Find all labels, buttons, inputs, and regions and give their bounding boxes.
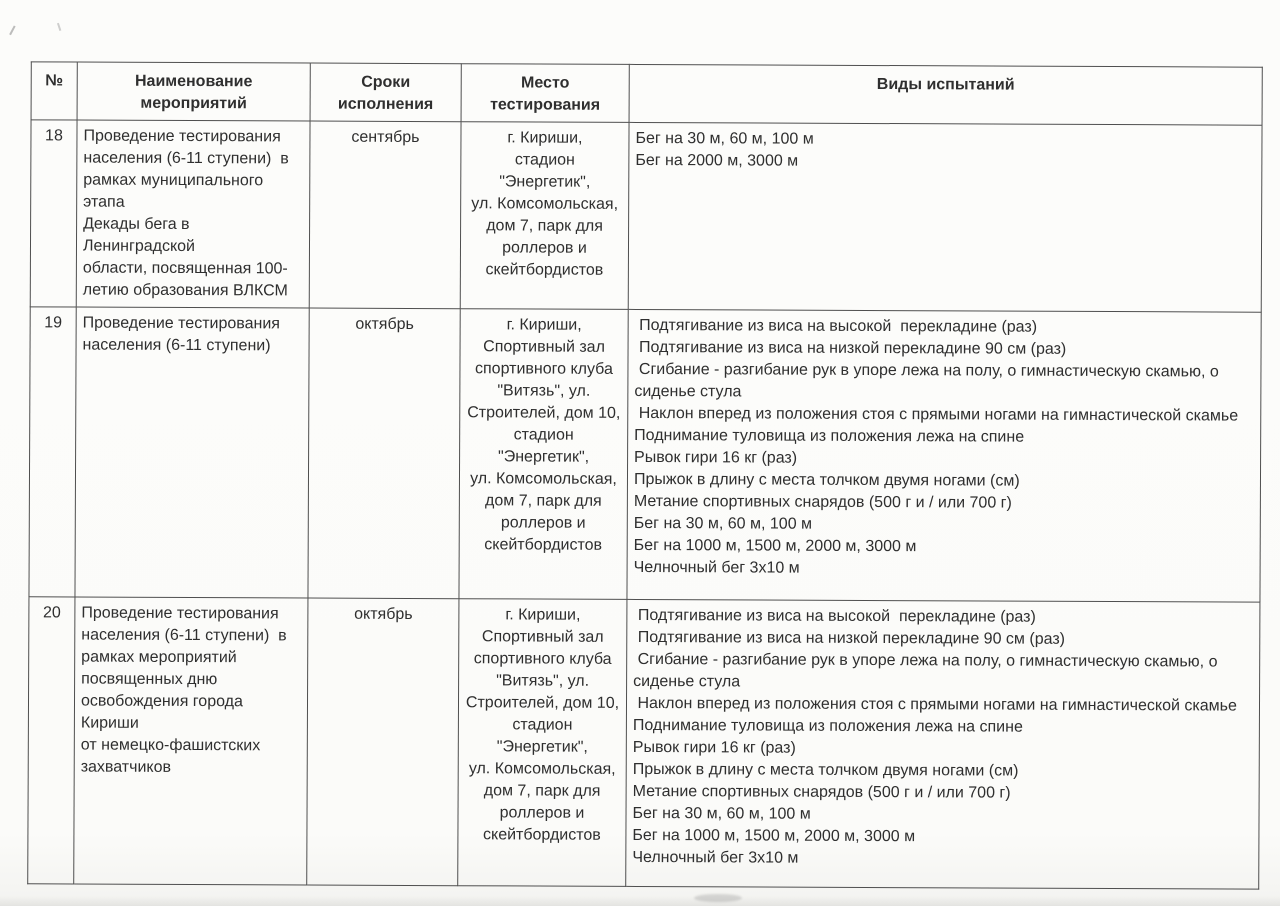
event-location: г. Кириши, Спортивный зал спортивного клуба "Витязь", ул. Строителей, дом 10, стадион "Энергетик", ул. Комсомольская, дом 7, парк для роллеров и скейтбордистов [459,309,628,600]
table-header-row [31,62,1262,125]
event-name: Проведение тестирования населения (6-11 ступени) [75,307,309,598]
event-period: сентябрь [309,121,461,309]
event-name: Проведение тестирования населения (6-11 ступени) в рамках муниципального этапа Декады бега в Ленинградской области, посвященная 100- летию образования ВЛКСМ [76,120,310,308]
scan-edge-shadow [0,896,1280,906]
row-number: 18 [30,120,77,307]
row-number: 20 [28,597,75,884]
event-location: г. Кириши, Спортивный зал спортивного клуба "Витязь", ул. Строителей, дом 10, стадион "Энергетик", ул. Комсомольская, дом 7, парк для роллеров и скейтбордистов [458,599,627,887]
col-header-test-types: Виды испытаний [629,64,1262,125]
table-row-18 [30,120,1262,312]
row-number: 19 [29,307,76,597]
event-test-types: Подтягивание из виса на высокой перекладине (раз) Подтягивание из виса на низкой перекладине 90 см (раз) Сгибание - разгибание рук в упоре лежа на полу, о гимнастическую скамью, о сиденье стула Наклон вперед из положения стоя с прямыми ногами на гимнастической скамье Поднимание туловища из положения лежа на спине Рывок гири 16 кг (раз) Прыжок в длину с места толчком двумя ногами (см) Метание спортивных снарядов (500 г и / или 700 г) Бег на 30 м, 60 м, 100 м Бег на 1000 м, 1500 м, 2000 м, 3000 м Челночный бег 3х10 м [626,599,1260,889]
event-period: октябрь [307,598,459,886]
event-test-types: Подтягивание из виса на высокой перекладине (раз) Подтягивание из виса на низкой перекладине 90 см (раз) Сгибание - разгибание рук в упоре лежа на полу, о гимнастическую скамью, о сиденье стула Наклон вперед из положения стоя с прямыми ногами на гимнастической скамье Поднимание туловища из положения лежа на спине Рывок гири 16 кг (раз) Прыжок в длину с места толчком двумя ногами (см) Метание спортивных снарядов (500 г и / или 700 г) Бег на 30 м, 60 м, 100 м Бег на 1000 м, 1500 м, 2000 м, 3000 м Челночный бег 3х10 м [627,309,1261,602]
col-header-period: Сроки исполнения [310,63,461,122]
col-header-number: № [31,62,77,120]
scan-speck [57,21,67,31]
col-header-event-name: Наименование мероприятий [77,62,310,121]
col-header-location: Место тестирования [461,64,629,123]
table-row-20 [28,597,1260,889]
table-row-19 [29,307,1261,602]
events-table [27,61,1263,889]
event-period: октябрь [308,308,460,599]
scan-speck [9,25,22,38]
event-location: г. Кириши, стадион "Энергетик", ул. Комсомольская, дом 7, парк для роллеров и скейтбордистов [460,122,629,310]
event-test-types: Бег на 30 м, 60 м, 100 м Бег на 2000 м, 3000 м [628,122,1262,312]
event-name: Проведение тестирования населения (6-11 ступени) в рамках мероприятий посвященных дню освобождения города Кириши от немецко-фашистских захватчиков [74,597,308,885]
